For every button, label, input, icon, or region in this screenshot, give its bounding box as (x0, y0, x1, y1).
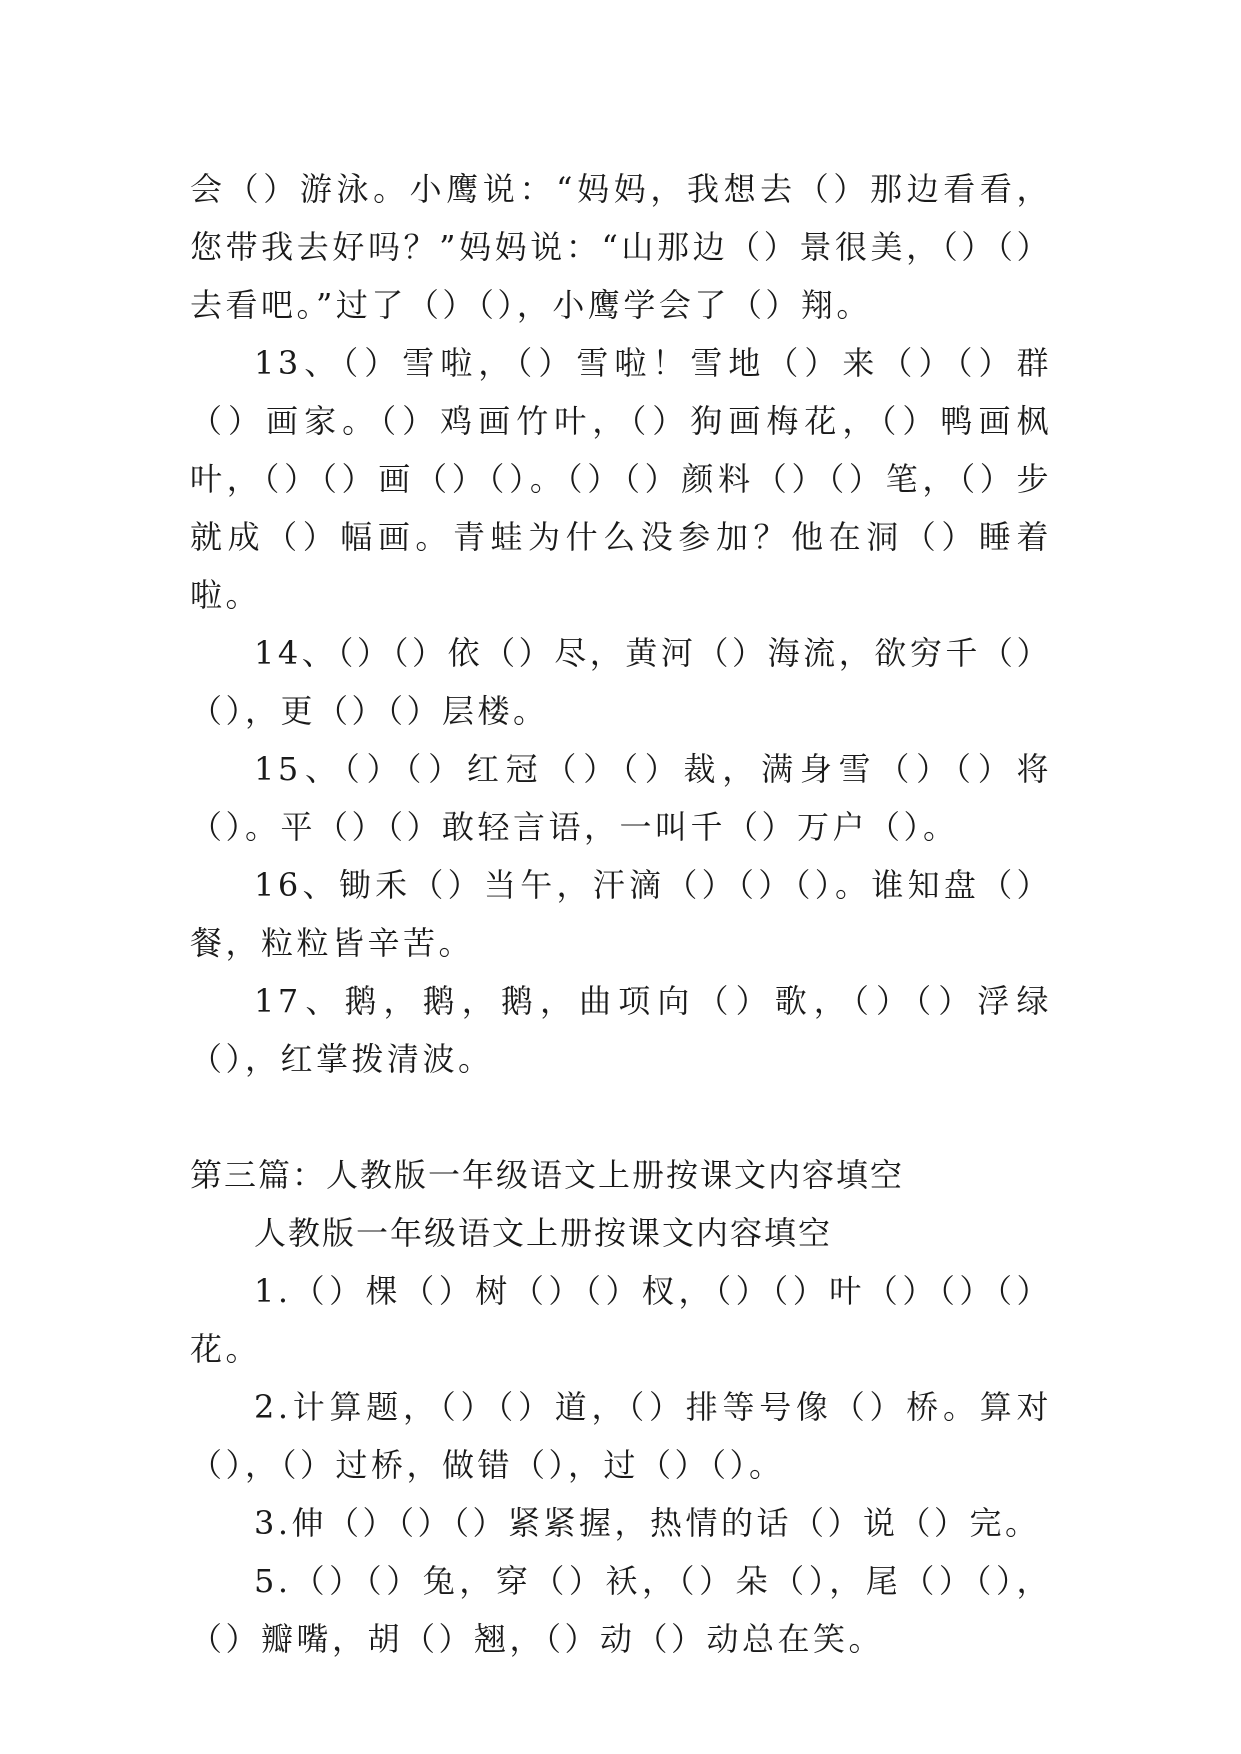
item-1: 1.（）棵（）树（）（）杈，（）（）叶（）（）（）花。 (190, 1272, 1052, 1368)
item-15: 15、（）（）红冠（）（）裁，满身雪（）（）将（）。平（）（）敢轻言语，一叫千（）万户（）。 (190, 750, 1052, 846)
item-17: 17、鹅，鹅，鹅，曲项向（）歌，（）（）浮绿（），红掌拨清波。 (190, 982, 1052, 1078)
item-16: 16、锄禾（）当午，汗滴（）（）（）。谁知盘（）餐，粒粒皆辛苦。 (190, 866, 1052, 962)
section-heading: 第三篇：人教版一年级语文上册按课文内容填空 (190, 1156, 905, 1194)
paragraph-continuation: 会（）游泳。小鹰说：“妈妈，我想去（）那边看看，您带我去好吗？”妈妈说：“山那边（）景很美，（）（）去看吧。”过了（）（），小鹰学会了（）翔。 (190, 170, 1052, 324)
item-3: 3.伸（）（）（）紧紧握，热情的话（）说（）完。 (254, 1504, 1041, 1542)
item-2: 2.计算题，（）（）道，（）排等号像（）桥。算对（），（）过桥，做错（），过（）（）。 (190, 1388, 1052, 1484)
section-subtitle: 人教版一年级语文上册按课文内容填空 (254, 1214, 833, 1252)
item-5: 5.（）（）兔，穿（）袄，（）朵（），尾（）（），（）瓣嘴，胡（）翘，（）动（）动总在笑。 (190, 1562, 1052, 1658)
document-body (190, 160, 1052, 1668)
section-spacer (190, 1088, 1052, 1146)
item-13: 13、（）雪啦，（）雪啦！雪地（）来（）（）群（）画家。（）鸡画竹叶，（）狗画梅花，（）鸭画枫叶，（）（）画（）（）。（）（）颜料（）（）笔，（）步就成（）幅画。青蛙为什么没参加？他在洞（）睡着啦。 (190, 344, 1052, 614)
item-14: 14、（）（）依（）尽，黄河（）海流，欲穷千（）（），更（）（）层楼。 (190, 634, 1052, 730)
